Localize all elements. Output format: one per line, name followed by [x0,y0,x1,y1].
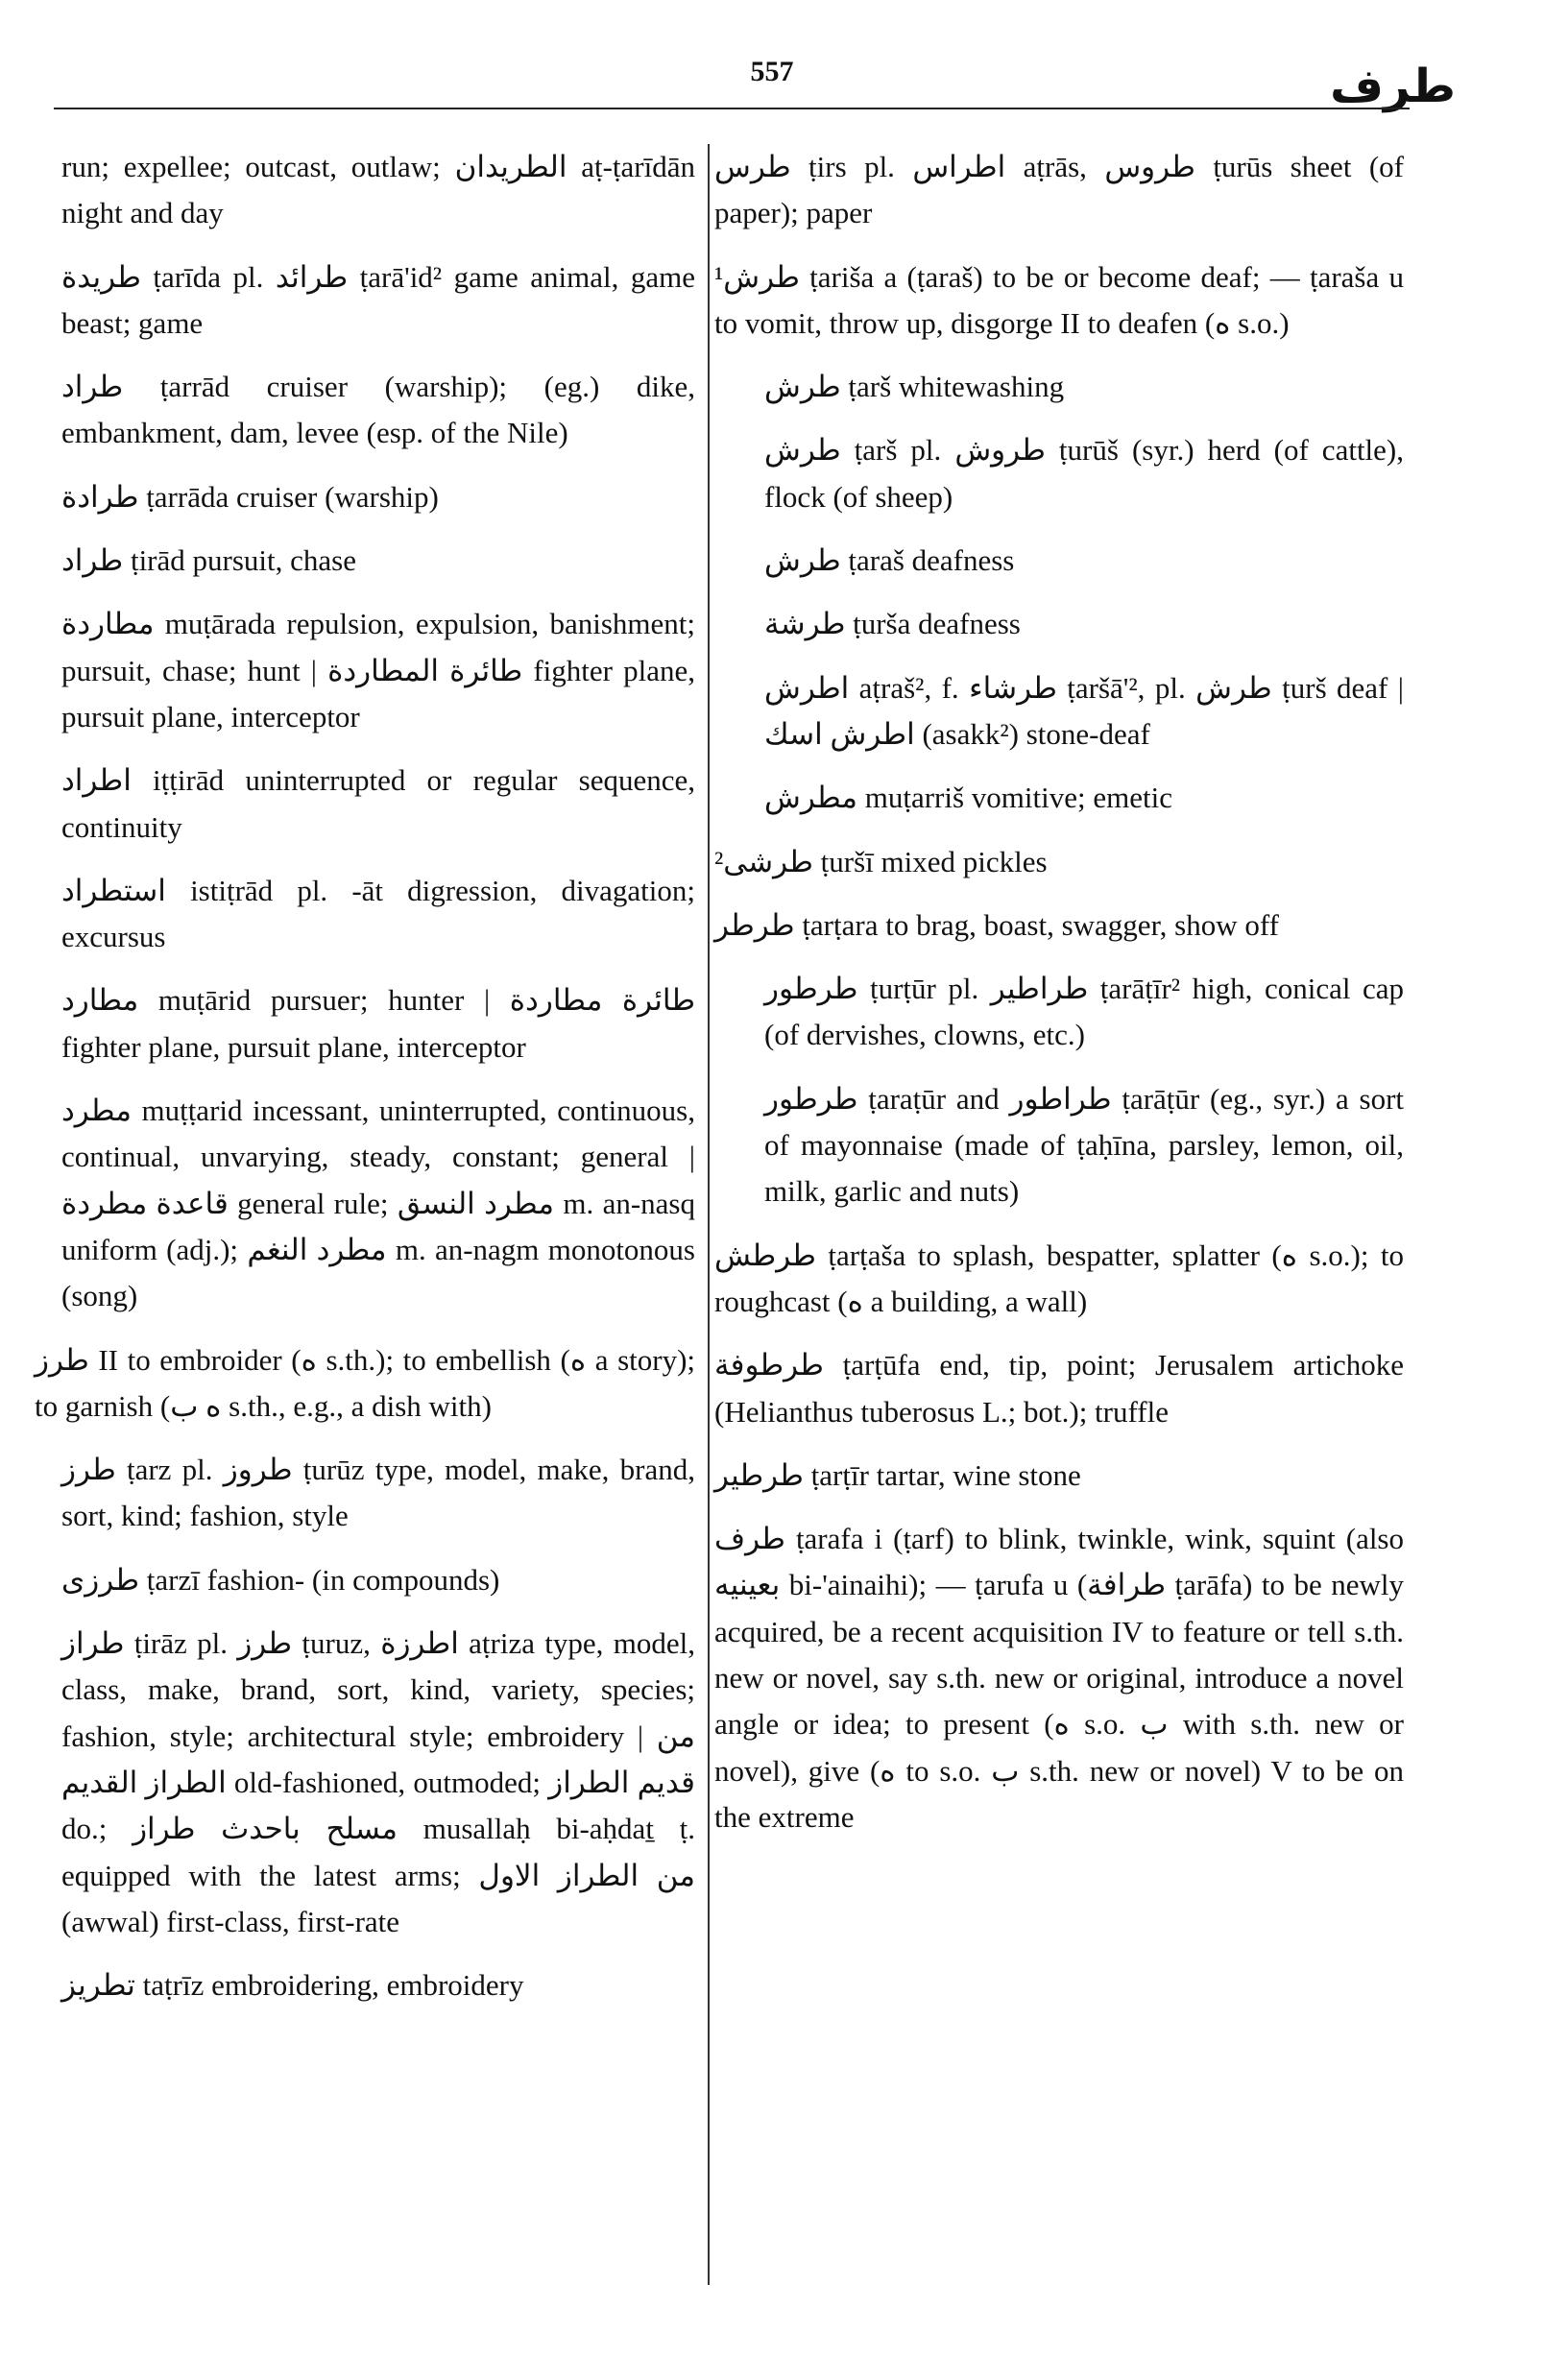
dictionary-entry: طرطير ṭarṭīr tartar, wine stone [714,1457,1081,1492]
dictionary-subentry: طرش ṭaraš deafness [764,543,1015,578]
dictionary-entry: طرطوفة ṭarṭūfa end, tip, point; Jerusalem artichoke (Helianthus tuberosus L.; bot.); truffle [714,1348,1404,1429]
dictionary-subentry: طرش ṭarš pl. طروش ṭurūš (syr.) herd (of cattle), flock (of sheep) [764,433,1404,514]
dictionary-entry: طرطر ṭarṭara to brag, boast, swagger, show off [714,907,1279,942]
dictionary-subentry: طرشة ṭurša deafness [764,607,1021,641]
dictionary-subentry: طرطور ṭurṭūr pl. طراطير ṭarāṭīr² high, conical cap (of dervishes, clowns, etc.) [764,972,1404,1052]
dictionary-subentry: run; expellee; outcast, outlaw; الطريدان aṭ-ṭarīdān night and day [61,150,696,230]
dictionary-subentry: طراز ṭirāz pl. طرز ṭuruz, اطرزة aṭriza type, model, class, make, brand, sort, kind, variety, species; fashion, style; architectural style; embroidery | من الطراز القديم old-fashioned, outmoded; قديم الطراز do.; مسلح باحدث طراز musallaḥ bi-aḥdaṯ ṭ. equipped with the latest arms; من الطراز الاول (awwal) first-class, first-rate [61,1626,696,1938]
dictionary-subentry: طرش ṭarš whitewashing [764,370,1065,404]
dictionary-subentry: مطارد muṭārid pursuer; hunter | طائرة مطاردة fighter plane, pursuit plane, interceptor [61,983,696,1064]
dictionary-subentry: اطرش aṭraš², f. طرشاء ṭaršā'², pl. طرش ṭurš deaf | اطرش اسك (asakk²) stone-deaf [764,670,1404,751]
dictionary-subentry: طريدة ṭarīda pl. طرائد ṭarā'id² game animal, game beast; game [61,259,695,340]
dictionary-subentry: اطراد iṭṭirād uninterrupted or regular sequence, continuity [61,763,695,844]
dictionary-entry: طرطش ṭarṭaša to splash, bespatter, splatter (ه s.o.); to roughcast (ه a building, a wall) [714,1238,1404,1318]
dictionary-entry: ²طرشى ṭuršī mixed pickles [714,844,1048,878]
dictionary-entry: طرف ṭarafa i (ṭarf) to blink, twinkle, wink, squint (also بعينيه bi-'ainaihi); — ṭarufa u (طرافة ṭarāfa) to be newly acquired, be a recent acquisition IV to feature or tell s.th. new or novel, say s.th. new or original, introduce a novel angle or idea; to present (ه s.o. ب with s.th. new or novel), give (ه to s.o. ب s.th. new or novel) V to be on the extreme [714,1522,1405,1834]
left-column [35,144,696,2026]
column-divider [708,144,710,2285]
dictionary-subentry: طراد ṭirād pursuit, chase [61,543,356,578]
dictionary-subentry: طرطور ṭaraṭūr and طراطور ṭarāṭūr (eg., syr.) a sort of mayonnaise (made of ṭaḥīna, parsley, lemon, oil, milk, garlic and nuts) [764,1081,1405,1209]
dictionary-entry: طرس ṭirs pl. اطراس aṭrās, طروس ṭurūs sheet (of paper); paper [714,150,1404,230]
header-rule [54,108,1410,109]
page-number: 557 [750,56,794,87]
dictionary-subentry: طراد ṭarrād cruiser (warship); (eg.) dike, embankment, dam, levee (esp. of the Nile) [61,370,695,450]
dictionary-subentry: تطريز taṭrīz embroidering, embroidery [61,1968,524,2003]
dictionary-subentry: مطاردة muṭārada repulsion, expulsion, banishment; pursuit, chase; hunt | طائرة المطاردة fighter plane, pursuit plane, interceptor [61,607,695,733]
running-head: طرف [1330,60,1456,113]
dictionary-subentry: طرزى ṭarzī fashion- (in compounds) [61,1562,500,1597]
dictionary-subentry: طرادة ṭarrāda cruiser (warship) [61,479,439,514]
dictionary-subentry: استطراد istiṭrād pl. -āt digression, divagation; excursus [61,873,695,954]
right-column [714,144,1405,1858]
dictionary-subentry: طرز ṭarz pl. طروز ṭurūz type, model, make, brand, sort, kind; fashion, style [61,1453,695,1533]
dictionary-subentry: مطرش muṭarriš vomitive; emetic [764,781,1172,815]
dictionary-entry: ¹طرش ṭariša a (ṭaraš) to be or become deaf; — ṭaraša u to vomit, throw up, disgorge II to deafen (ه s.o.) [714,259,1404,340]
dictionary-subentry: مطرد muṭṭarid incessant, uninterrupted, continuous, continual, unvarying, steady, constant; general | قاعدة مطردة general rule; مطرد النسق m. an-nasq uniform (adj.); مطرد النغم m. an-nagm monotonous (song) [61,1094,695,1313]
dictionary-entry: طرز II to embroider (ه s.th.); to embellish (ه a story); to garnish (ه ب s.th., e.g., a dish with) [35,1342,695,1423]
